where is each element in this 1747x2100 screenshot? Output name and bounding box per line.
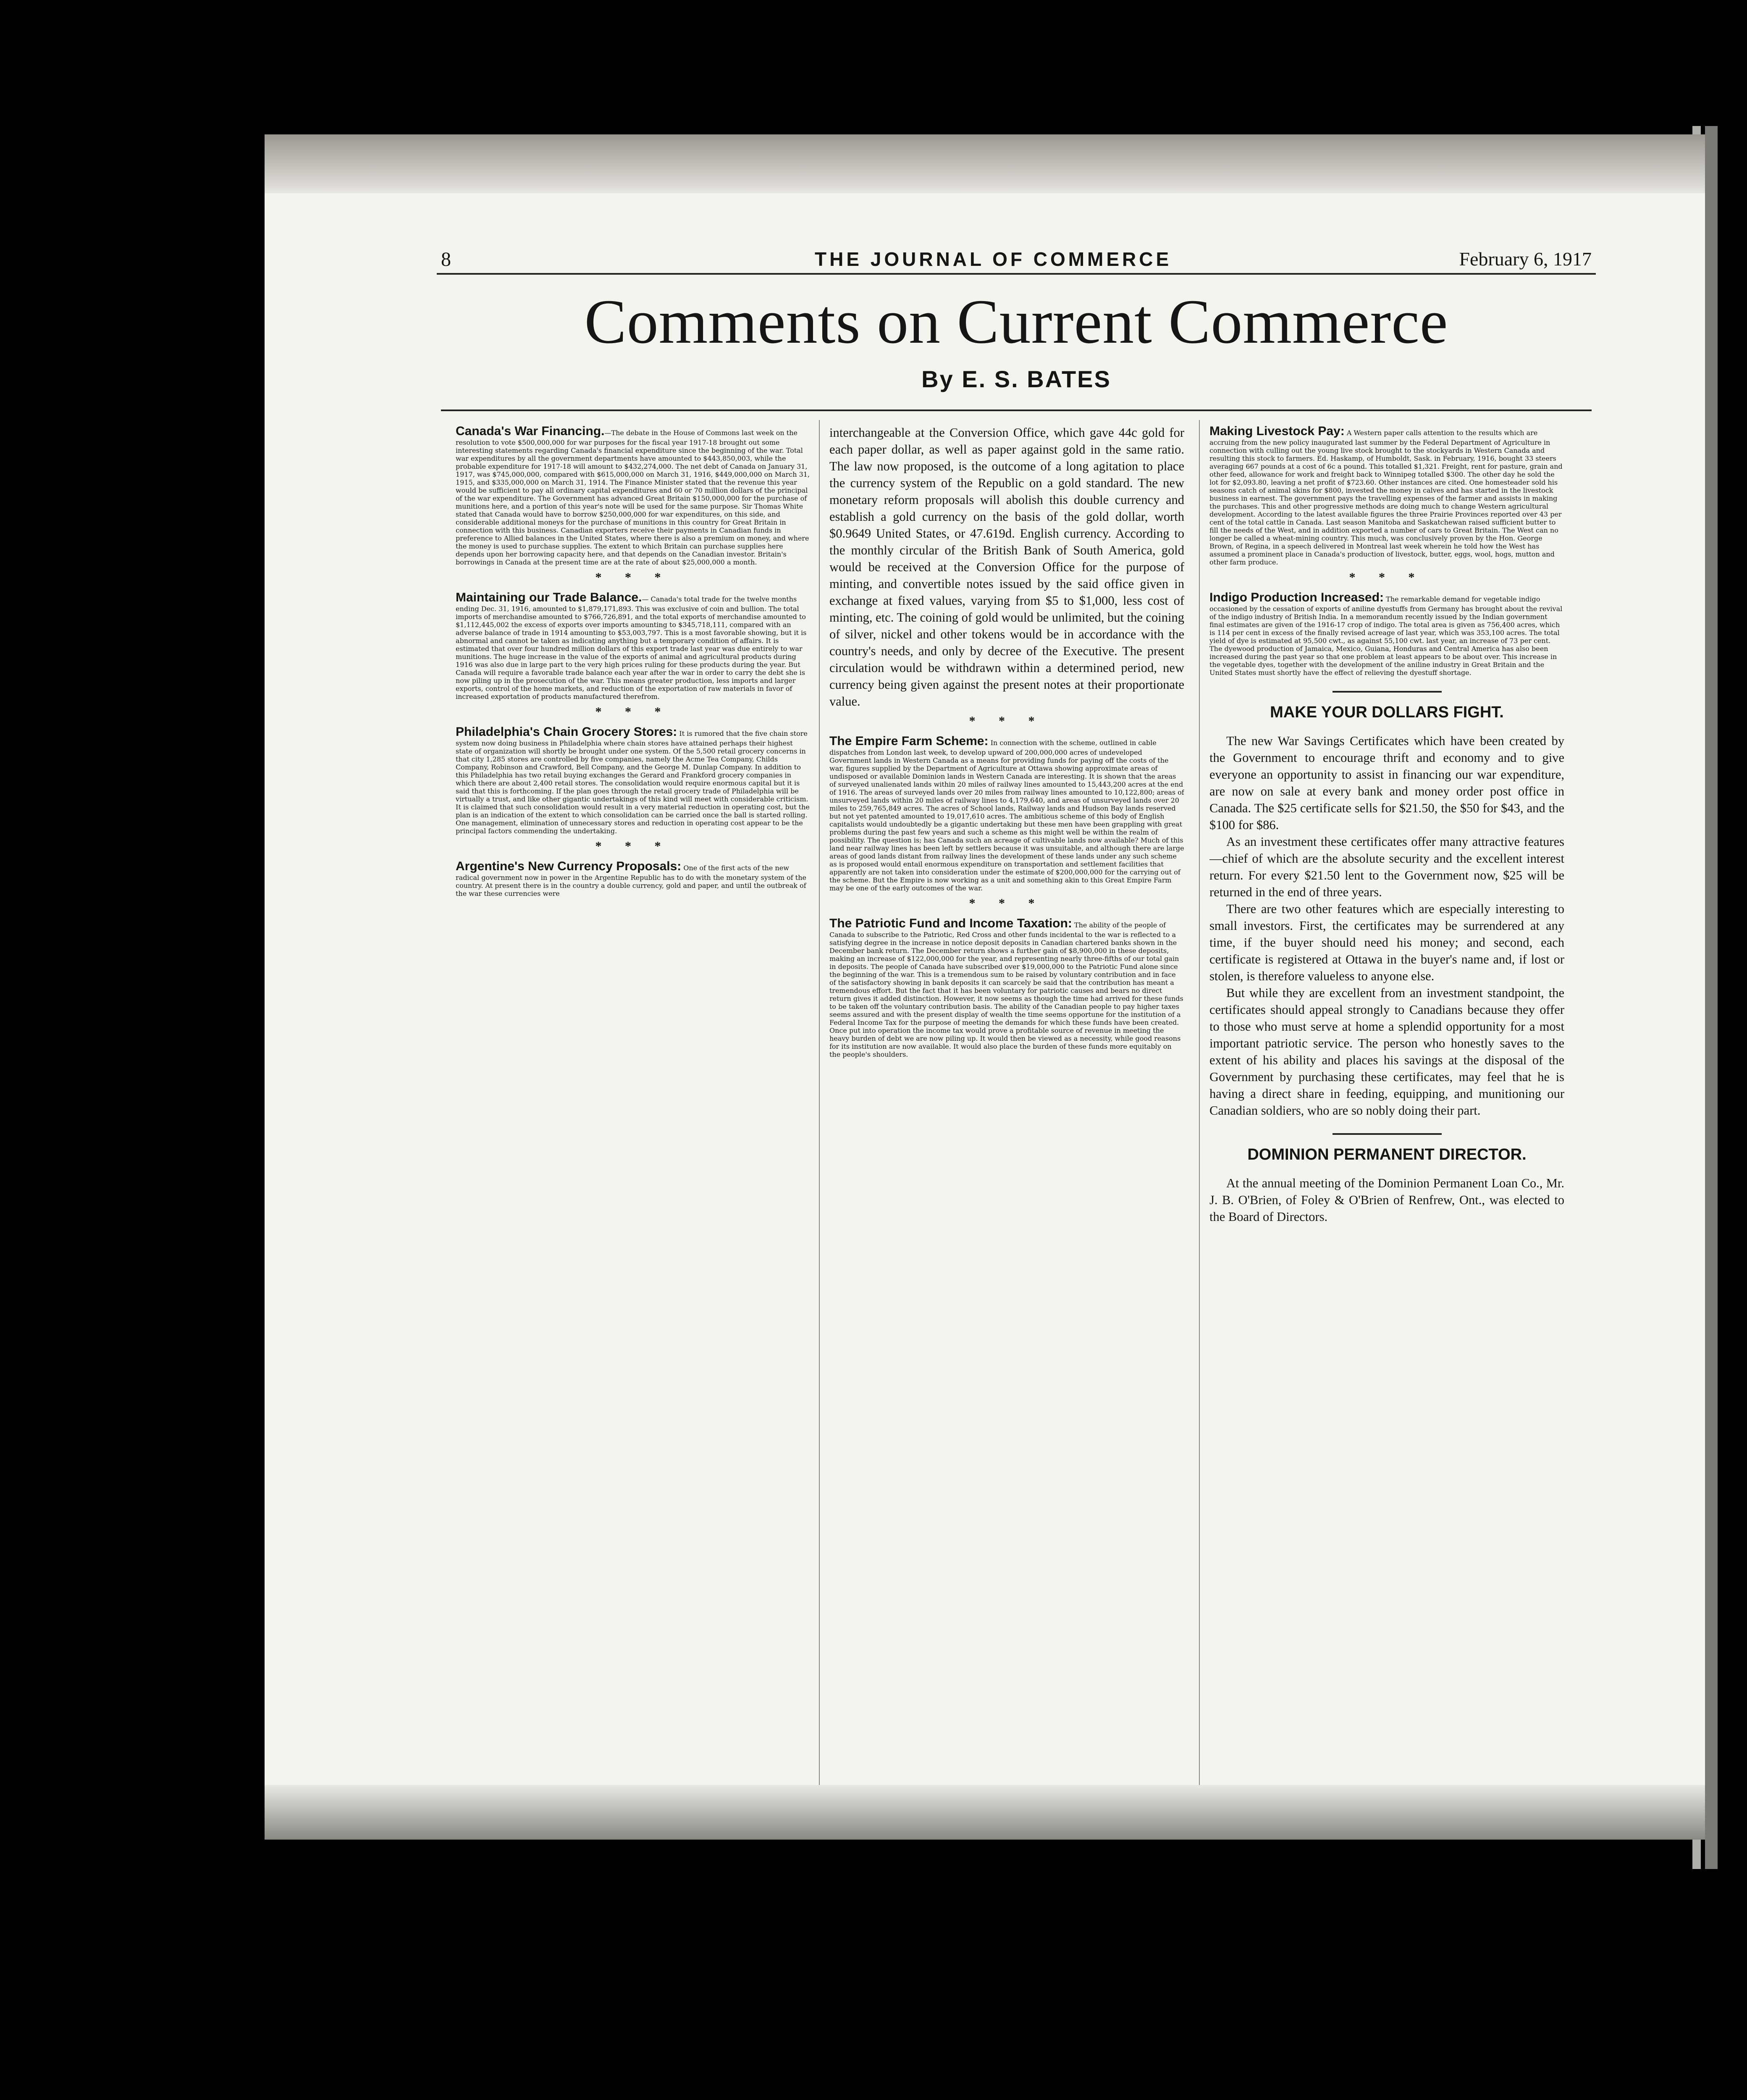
column-rule xyxy=(819,420,820,1793)
article-title: Philadelphia's Chain Grocery Stores: xyxy=(456,725,677,739)
page-headline: Comments on Current Commerce xyxy=(584,287,1448,357)
director-article xyxy=(1209,1175,1564,1225)
paragraph: As an investment these certificates offer many attractive features—chief of which are the absolute security and the excellent interest return. For every $21.50 lent to the Government now, $25 will be returned in the end of three years. xyxy=(1209,835,1564,899)
issue-date: February 6, 1917 xyxy=(1459,248,1592,270)
article-body: The ability of the people of Canada to subscribe to the Patriotic, Red Cross and other funds incidental to the war is reflected to a satisfying degree in the increase in notice deposit deposits in Canadian chartered banks shown in the December bank return. The December return shows a further gain of $8,900,000 in these deposits, making an increase of $122,000,000 for the year, and representing nearly three-fifths of our total gain in deposits. The people of Canada have subscribed over $19,000,000 to the Patriotic Fund alone since the beginning of the war. This is a tremendous sum to be raised by voluntary contribution and in face of the satisfactory showing in bank deposits it can scarcely be said that the contribution has meant a tremendous effort. But the fact that it has been voluntary for patriotic causes and bears no direct return gives it added distinction. However, it now seems as though the time had arrived for these funds to be taken off the voluntary contribution basis. The ability of the Canadian people to pay higher taxes seems assured and with the present display of wealth the time seems opportune for the institution of a Federal Income Tax for the purpose of meeting the demands for which these funds have been created. Once put into operation the income tax would prove a profitable source of revenue in meeting the heavy burden of debt we are now piling up. It would then be viewed as a necessity, while good reasons for its institution are now available. It would also place the burden of these funds more equitably on the people's shoulders. xyxy=(829,921,1183,1058)
column-3 xyxy=(1209,424,1564,1798)
article-patriotic-fund xyxy=(829,916,1184,1058)
article-war-financing xyxy=(456,424,811,566)
page-shadow-bottom xyxy=(265,1785,1705,1840)
header-rule xyxy=(437,273,1596,275)
separator: * * * xyxy=(595,705,671,719)
dollars-fight-heading: MAKE YOUR DOLLARS FIGHT. xyxy=(1270,704,1504,721)
article-title: Maintaining our Trade Balance. xyxy=(456,591,642,604)
article-chain-grocery xyxy=(456,725,811,835)
article-argentine-continued xyxy=(829,424,1184,710)
article-title: Making Livestock Pay: xyxy=(1209,424,1345,438)
article-title: The Empire Farm Scheme: xyxy=(829,734,989,748)
article-body: interchangeable at the Conversion Office, which gave 44c gold for each paper dollar, as well as paper against gold in the same ratio. The law now proposed, is the outcome of a long agitation to place the currency system of the Republic on a gold standard. The new monetary reform proposals will abolish this double currency and establish a gold currency on the basis of the gold dollar, worth $0.9649 United States, or 47.619d. English currency. According to the monthly circular of the British Bank of South America, gold would be received at the Conversion Office for the purpose of minting, and convertible notes issued by the said office given in exchange at fixed values, varying from $5 to $1,000, less cost of minting, etc. The coining of gold would be unlimited, but the coining of silver, nickel and other tokens would be in accordance with the country's needs, and only by decree of the Executive. The present circulation would be withdrawn within a determined period, new currency being given against the present notes at their proportionate value. xyxy=(829,425,1184,709)
article-title: Indigo Production Increased: xyxy=(1209,591,1384,604)
column-2 xyxy=(829,424,1184,1798)
article-title: Argentine's New Currency Proposals: xyxy=(456,859,682,873)
paragraph: There are two other features which are especially interesting to small investors. First, the certificates may be surrendered at any time, if the buyer should need his money; and second, each certificate is registered at Ottawa in the buyer's name and, if lost or stolen, is therefore valueless to anyone else. xyxy=(1209,902,1564,983)
article-title: Canada's War Financing. xyxy=(456,424,605,438)
dollars-fight-article xyxy=(1209,732,1564,1119)
section-rule xyxy=(1333,691,1442,693)
article-trade-balance xyxy=(456,591,811,701)
article-title: The Patriotic Fund and Income Taxation: xyxy=(829,916,1072,930)
article-body: —The debate in the House of Commons last week on the resolution to vote $500,000,000 for war purposes for the fiscal year 1917-18 brought out some interesting statements regarding Canada's financial expenditure since the beginning of the war. Total war expenditures by all the government departments have amounted to $443,850,003, while the probable expenditure for 1917-18 will amount to $432,274,000. The net debt of Canada on January 31, 1917, was $745,000,000, compared with $615,000,000 on March 31, 1916, $449,000,000 on March 31, 1915, and $335,000,000 on March 31, 1914. The Finance Minister stated that the revenue this year would be sufficient to pay all ordinary capital expenditures and 60 or 70 million dollars of the principal of the war expenditure. The Government has advanced Great Britain $150,000,000 for the purchase of munitions here, and a portion of this year's note will be used for the same purpose. Sir Thomas White stated that Canada would have to borrow $250,000,000 for war expenditures, on this side, and considerable additional moneys for the purchase of munitions in this country for Great Britain in connection with this business. Canadian exporters receive their payments in Canadian funds in preference to Allied balances in the United States, where there is also a premium on money, and where the money is used to purchase supplies. The extent to which Britain can purchase supplies here depends upon her borrowing capacity here, and that depends on the Canadian investor. Britain's borrowings in Canada at the present time are at the rate of about $25,000,000 a month. xyxy=(456,429,810,566)
separator: * * * xyxy=(595,570,671,584)
journal-title: THE JOURNAL OF COMMERCE xyxy=(815,248,1172,270)
paragraph: But while they are excellent from an investment standpoint, the certificates should appeal strongly to Canadians because they offer to those who must serve at home a splendid opportunity for a most important patriotic service. The person who honestly saves to the extent of his ability and places his savings at the disposal of the Government by purchasing these certificates, may feel that he is having a direct share in feeding, equipping, and munitioning our Canadian soldiers, who are so nobly doing their part. xyxy=(1209,986,1564,1118)
article-argentine xyxy=(456,859,811,898)
article-body: A Western paper calls attention to the results which are accruing from the new policy inaugurated last summer by the Federal Department of Agriculture in connection with culling out the young live stock brought to the stockyards in Western Canada and resulting this stock to farmers. Ed. Haskamp, of Humboldt, Sask. in February, 1916, bought 33 steers averaging 667 pounds at a cost of 6c a pound. This totalled $1,321. Freight, rent for pasture, grain and other feed, allowance for work and freight back to Winnipeg totalled $300. The other day he sold the lot for $2,093.80, leaving a net profit of $723.60. Other instances are cited. One homesteader sold his seasons catch of animal skins for $800, invested the money in calves and has started in the livestock business in earnest. The government pays the travelling expenses of the farmer and assists in making the purchases. This and other progressive methods are doing much to change Western agricultural development. According to the latest available figures the three Prairie Provinces reported over 43 per cent of the total cattle in Canada. Last season Manitoba and Saskatchewan raised sufficient butter to fill the needs of the West, and in addition exported a number of cars to Great Britain. The West can no longer be called a wheat-mining country. This much, was conclusively proven by the Hon. George Brown, of Regina, in a speech delivered in Montreal last week wherein he told how the West has assumed a prominent place in Canada's production of livestock, butter, eggs, wool, hogs, mutton and other farm produce. xyxy=(1209,429,1563,566)
page-number: 8 xyxy=(441,248,451,270)
separator: * * * xyxy=(1349,570,1425,584)
separator: * * * xyxy=(969,896,1045,910)
article-empire-farm xyxy=(829,734,1184,892)
separator: * * * xyxy=(969,714,1045,728)
article-body: One of the first acts of the new radical government now in power in the Argentine Republic has to do with the monetary system of the country. At present there is in the country a double currency, gold and paper, and until the outbreak of the war these currencies were xyxy=(456,864,807,898)
page-shadow-top xyxy=(265,134,1705,193)
article-body: It is rumored that the five chain store system now doing business in Philadelphia where chain stores have attained perhaps their highest state of organization will shortly be brought under one system. Of the 5,500 retail grocery concerns in that city 1,285 stores are controlled by five companies, namely the Acme Tea Company, Childs Company, Robinson and Crawford, Bell Company, and the George M. Dunlap Company. In addition to this Philadelphia has two retail buying exchanges the Gerard and Frankford grocery companies in which there are about 2,400 retail stores. The consolidation would require enormous capital but it is said that this is forthcoming. If the plan goes through the retail grocery trade of Philadelphia will be virtually a trust, and like other gigantic undertakings of this kind will meet with considerable criticism. It is claimed that such consolidation would result in a very material reduction in operating cost, but the plan is an indication of the extent to which consolidation can be carried once the ball is started rolling. One management, elimination of unnecessary stores and reduction in operating cost appear to be the principal factors commending the undertaking. xyxy=(456,730,810,835)
column-1 xyxy=(456,424,811,1798)
column-rule xyxy=(1199,420,1200,1793)
headline-rule xyxy=(441,410,1592,411)
paragraph: At the annual meeting of the Dominion Permanent Loan Co., Mr. J. B. O'Brien, of Foley & O'Brien of Renfrew, Ont., was elected to the Board of Directors. xyxy=(1209,1176,1564,1224)
article-livestock xyxy=(1209,424,1564,566)
section-rule xyxy=(1333,1133,1442,1135)
underlying-page-edge xyxy=(1705,126,1718,1869)
article-indigo xyxy=(1209,591,1564,677)
article-body: — Canada's total trade for the twelve months ending Dec. 31, 1916, amounted to $1,879,171,893. This was exclusive of coin and bullion. The total imports of merchandise amounted to $766,726,891, and the total exports of merchandise amounted to $1,112,445,002 the excess of exports over imports amounting to $345,718,111, compared with an adverse balance of trade in 1914 amounting to $53,003,797. This is a most favorable showing, but it is abnormal and cannot be taken as indicating anything but a temporary condition of affairs. It is estimated that over four hundred million dollars of this export trade last year was due entirely to war munitions. The huge increase in the value of the exports of animal and agricultural products during 1916 was also due in large part to the very high prices ruling for these products during the year. But Canada will require a favorable trade balance each year after the war in order to carry the debt she is now piling up in the prosecution of the war. This means greater production, less imports and larger exports, control of the home markets, and reduction of the exportation of raw materials in favor of increased exportation of products manufactured therefrom. xyxy=(456,595,807,701)
article-body: The remarkable demand for vegetable indigo occasioned by the cessation of exports of aniline dyestuffs from Germany has brought about the revival of the indigo industry of British India. In a memorandum recently issued by the Indian government final estimates are given of the 1916-17 crop of indigo. The total area is given as 756,400 acres, which is 114 per cent in excess of the finally revised acreage of last year, which was 353,100 acres. The total yield of dye is estimated at 95,500 cwt., as against 55,100 cwt. last year, an increase of 73 per cent. The dyewood production of Jamaica, Mexico, Guiana, Honduras and Central America has also been increased during the past year so that one problem at least appears to be about over. This increase in the vegetable dyes, together with the development of the aniline industry in Great Britain and the United States must shortly have the effect of relieving the dyestuff shortage. xyxy=(1209,595,1563,677)
byline: By E. S. BATES xyxy=(921,366,1111,392)
separator: * * * xyxy=(595,839,671,853)
director-heading: DOMINION PERMANENT DIRECTOR. xyxy=(1247,1146,1527,1163)
paragraph: The new War Savings Certificates which have been created by the Government to encourage thrift and economy and to give everyone an opportunity to assist in financing our war expenditure, are now on sale at every bank and money order post office in Canada. The $25 certificate sells for $21.50, the $50 for $43, and the $100 for $86. xyxy=(1209,734,1564,832)
article-body: In connection with the scheme, outlined in cable dispatches from London last week, to develop upward of 200,000,000 acres of undeveloped Government lands in Western Canada as a means for providing funds for paying off the costs of the war, figures supplied by the Department of Agriculture at Ottawa showing approximate areas of undisposed or available Dominion lands in Western Canada are interesting. It is shown that the areas of surveyed unalienated lands within 20 miles of railway lines amounted to 15,443,200 acres at the end of 1916. The areas of surveyed lands over 20 miles from railway lines amounted to 10,122,800; areas of unsurveyed lands within 20 miles of railway lines to 4,179,640, and areas of unsurveyed lands over 20 miles to 259,765,849 acres. The acres of School lands, Railway lands and Hudson Bay lands reserved but not yet patented amounted to 19,017,610 acres. The ambitious scheme of this body of English capitalists would undoubtedly be a gigantic undertaking but these men have been grappling with great problems during the past few years and such a scheme as this might well be within the realm of possibility. The question is; has Canada such an acreage of cultivable lands now available? Much of this land near railway lines has been left by settlers because it was unsuitable, and although there are large areas of good lands distant from railway lines the development of these lands under any such scheme as is proposed would entail enormous expenditure on transportation and settlement facilities that apparently are not taken into consideration under the estimate of $200,000,000 for the carrying out of the scheme. But the Empire is now working as a unit and something akin to this Great Empire Farm may be one of the early outcomes of the war. xyxy=(829,739,1184,892)
